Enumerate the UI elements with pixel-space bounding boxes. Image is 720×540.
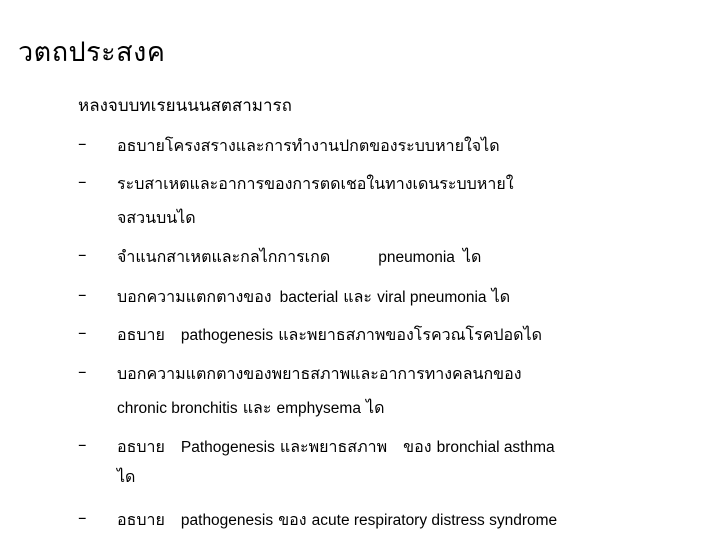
objective-6-line-2 — [117, 396, 384, 421]
bullet-dash: – — [78, 435, 87, 455]
bullet-dash: – — [78, 245, 87, 265]
objective-4-term-1: bacterial — [279, 289, 339, 306]
objective-7-thai-3: ของ — [403, 437, 432, 456]
objective-1-text: อธบายโครงสรางและการทำงานปกตของระบบหายใจได — [117, 136, 500, 155]
objective-4-text — [117, 285, 510, 310]
objective-5-thai-1: อธบาย — [117, 325, 165, 344]
objective-2-line-1: ระบสาเหตและอาการของการตดเชอในทางเดนระบบหายใ — [117, 174, 514, 193]
objective-7-thai-1: อธบาย — [117, 437, 165, 456]
bullet-dash: – — [78, 172, 87, 192]
intro-text: หลงจบบทเรยนนนสตสามารถ — [78, 96, 292, 116]
objective-8-term-2: acute respiratory distress syndrome — [311, 512, 558, 529]
objective-4-term-2: viral pneumonia — [377, 289, 487, 306]
bullet-dash: – — [78, 134, 87, 154]
objective-7-line-2: ได — [117, 467, 136, 486]
objective-3-text — [117, 245, 481, 270]
objective-4-thai-2: และ — [343, 287, 373, 306]
objective-8-term-1: pathogenesis — [180, 512, 274, 529]
objective-4-thai-1: บอกความแตกตางของ — [117, 287, 272, 306]
objective-7-thai-2: และพยาธสภาพ — [279, 437, 388, 456]
objective-6-term-1: chronic bronchitis — [117, 400, 238, 417]
objective-7-line-1 — [117, 435, 555, 460]
slide-title: วตถประสงค — [18, 37, 166, 68]
objective-6-thai-2: และ — [242, 398, 272, 417]
objective-8-text — [117, 508, 557, 533]
objective-3-term: pneumonia — [378, 249, 455, 266]
bullet-dash: – — [78, 323, 87, 343]
objective-3-thai-1: จำแนกสาเหตและกลไกการเกด — [117, 247, 331, 266]
objective-6-thai-3: ได — [366, 398, 385, 417]
objective-2-line-2: จสวนบนได — [117, 208, 196, 227]
objective-6-term-2: emphysema — [276, 400, 361, 417]
bullet-dash: – — [78, 362, 87, 382]
objective-3-thai-2: ได — [462, 247, 482, 266]
objective-6-line-1: บอกความแตกตางของพยาธสภาพและอาการทางคลนกของ — [117, 364, 522, 383]
objective-5-thai-2: และพยาธสภาพของโรควณโรคปอดได — [278, 325, 542, 344]
objective-7-term-1: Pathogenesis — [180, 439, 275, 456]
objective-5-text — [117, 323, 542, 348]
objective-7-term-2: bronchial asthma — [436, 439, 555, 456]
objective-8-thai-2: ของ — [278, 510, 307, 529]
objective-4-thai-3: ได — [491, 287, 511, 306]
objective-8-thai-1: อธบาย — [117, 510, 165, 529]
bullet-dash: – — [78, 508, 87, 528]
objective-5-term: pathogenesis — [180, 327, 274, 344]
bullet-dash: – — [78, 285, 87, 305]
